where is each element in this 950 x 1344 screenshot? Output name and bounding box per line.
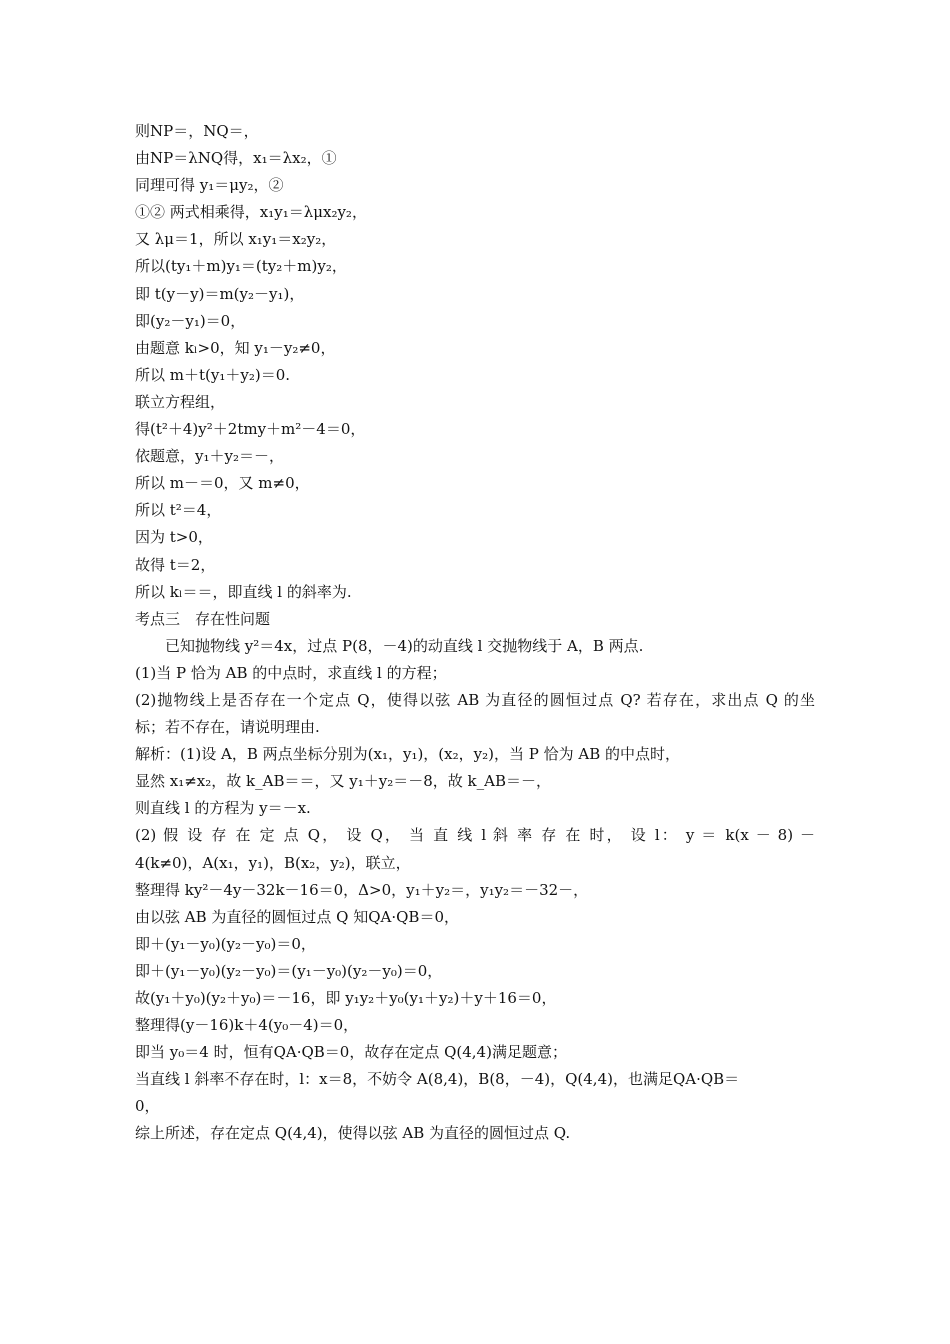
text-line: 0， [135, 1097, 160, 1116]
text-line: 由题意 kₗ>0，知 y₁－y₂≠0， [135, 338, 336, 357]
section-heading: 考点三 存在性问题 [135, 609, 271, 628]
text-line: 由NP＝λNQ得，x₁＝λx₂，① [135, 149, 337, 168]
text-line: 即＋(y₁－y₀)(y₂－y₀)＝(y₁－y₀)(y₂－y₀)＝0， [135, 961, 443, 980]
problem-part-2: (2)抛物线上是否存在一个定点 Q，使得以弦 AB 为直径的圆恒过点 Q? 若存在，求出点 Q 的坐 [135, 690, 815, 709]
problem-part-1: (1)当 P 恰为 AB 的中点时，求直线 l 的方程； [135, 663, 447, 682]
text-line: (2) 假 设 存 在 定 点 Q， 设 Q， 当 直 线 l 斜 率 存 在 时， 设 l： y ＝ k(x － 8) － [135, 826, 815, 845]
text-line: 即 t(y－y)＝m(y₂－y₁)， [135, 284, 305, 303]
text-line: 则NP＝，NQ＝， [135, 122, 259, 140]
text-line: 整理得(y－16)k＋4(y₀－4)＝0， [135, 1016, 359, 1035]
conclusion-line: 综上所述，存在定点 Q(4,4)，使得以弦 AB 为直径的圆恒过点 Q. [135, 1124, 571, 1143]
text-line: 显然 x₁≠x₂，故 k_AB＝＝，又 y₁＋y₂＝－8，故 k_AB＝－， [135, 772, 551, 791]
text-line: 又 λμ＝1，所以 x₁y₁＝x₂y₂， [135, 230, 337, 249]
text-line: 由以弦 AB 为直径的圆恒过点 Q 知QA·QB＝0， [135, 907, 459, 926]
problem-part-2-cont: 标；若不存在，请说明理由. [135, 718, 320, 737]
text-line: 所以 t²＝4， [135, 501, 222, 520]
text-line: 故(y₁＋y₀)(y₂＋y₀)＝－16，即 y₁y₂＋y₀(y₁＋y₂)＋y＋16＝0， [135, 989, 557, 1007]
text-line: 所以 kₗ＝＝，即直线 l 的斜率为. [135, 582, 352, 601]
text-line: 同理可得 y₁＝μy₂，② [135, 176, 284, 195]
text-line: 得(t²＋4)y²＋2tmy＋m²－4＝0， [135, 420, 366, 439]
text-line: 故得 t＝2， [135, 555, 216, 574]
text-line: 4(k≠0)，A(x₁，y₁)，B(x₂，y₂)，联立， [135, 853, 411, 872]
text-line: 因为 t>0， [135, 528, 213, 547]
solution-text [135, 118, 815, 1148]
text-line: 则直线 l 的方程为 y＝－x. [135, 799, 311, 818]
text-line: 即当 y₀＝4 时，恒有QA·QB＝0，故存在定点 Q(4,4)满足题意； [135, 1043, 567, 1062]
text-line: 解析：(1)设 A，B 两点坐标分别为(x₁，y₁)，(x₂，y₂)，当 P 恰为 AB 的中点时， [135, 745, 680, 764]
text-line: ①② 两式相乘得，x₁y₁＝λμx₂y₂， [135, 203, 367, 222]
text-line: 当直线 l 斜率不存在时，l：x＝8，不妨令 A(8,4)，B(8，－4)，Q(4,4)，也满足QA·QB＝ [135, 1070, 740, 1089]
text-line: 所以 m＋t(y₁＋y₂)＝0. [135, 365, 291, 384]
text-line: 即＋(y₁－y₀)(y₂－y₀)＝0， [135, 934, 316, 953]
text-line: 所以(ty₁＋m)y₁＝(ty₂＋m)y₂， [135, 257, 347, 276]
text-line: 整理得 ky²－4y－32k－16＝0，Δ>0，y₁＋y₂＝，y₁y₂＝－32－， [135, 880, 589, 899]
text-line: 联立方程组， [135, 392, 226, 411]
text-line: 即(y₂－y₁)＝0， [135, 311, 246, 330]
text-line: 所以 m－＝0，又 m≠0， [135, 474, 310, 493]
problem-statement: 已知抛物线 y²＝4x，过点 P(8，－4)的动直线 l 交抛物线于 A，B 两点. [165, 636, 644, 655]
text-line: 依题意，y₁＋y₂＝－， [135, 447, 284, 466]
